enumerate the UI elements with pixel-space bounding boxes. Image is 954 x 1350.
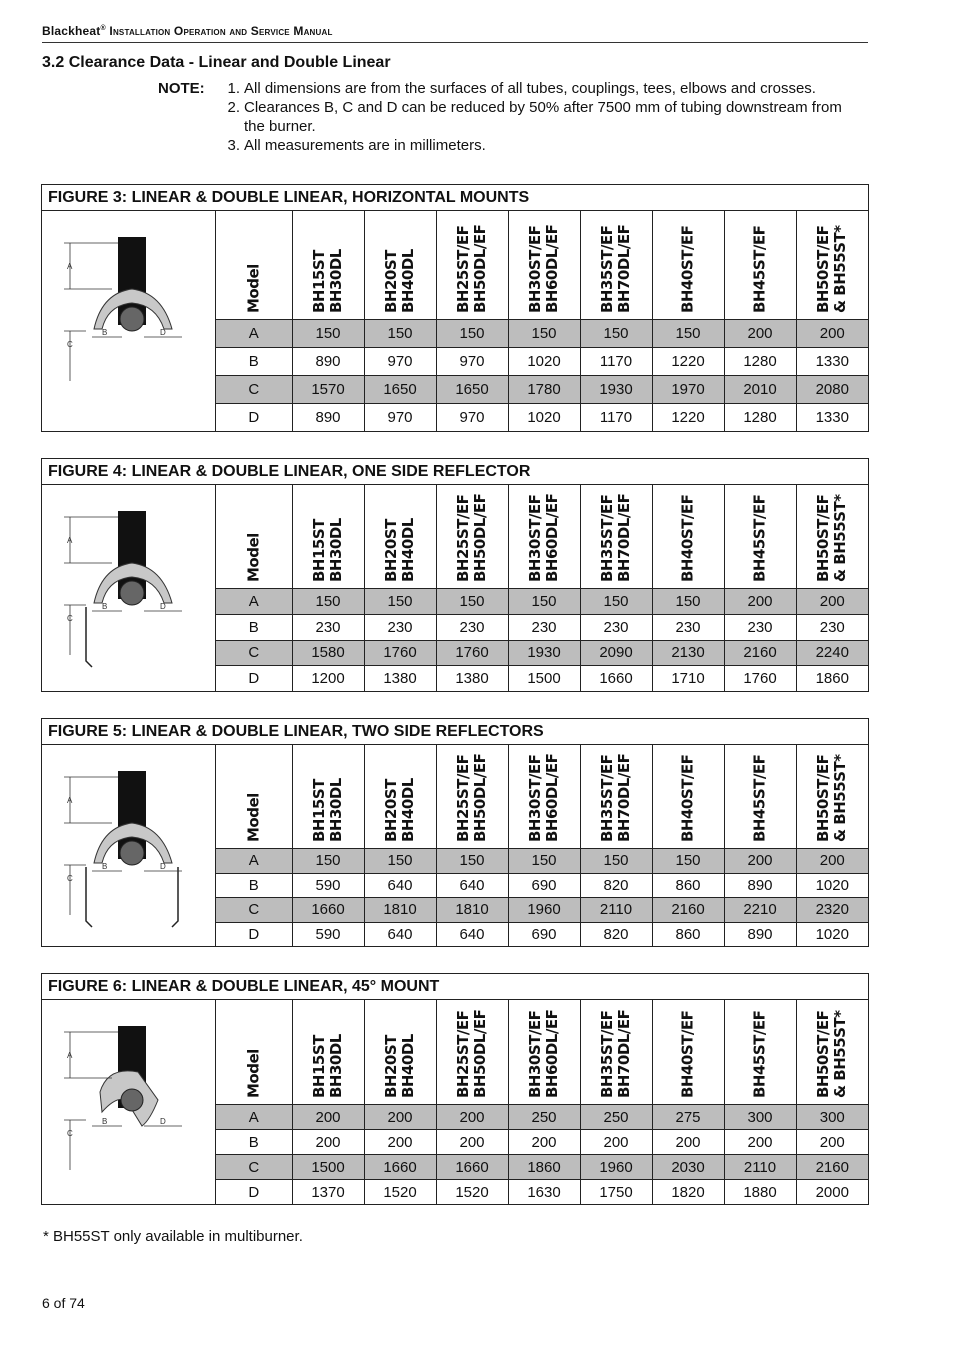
clearance-value: 2000: [796, 1180, 868, 1204]
figure-6: [41, 973, 869, 1205]
clearance-table: [216, 485, 868, 691]
dimension-label-a: A: [67, 796, 73, 805]
dimension-label-d: D: [160, 862, 166, 871]
table-row: [216, 873, 868, 898]
note-number: 2.: [227, 99, 240, 116]
table-row: [216, 1180, 868, 1204]
column-header-label: BH45ST/EF: [750, 494, 769, 582]
clearance-value: 2160: [796, 1155, 868, 1180]
clearance-value: 1760: [364, 640, 436, 666]
table-row: [216, 849, 868, 874]
clearance-value: 150: [292, 320, 364, 348]
column-header: [652, 485, 724, 589]
header-brand: Blackheat: [42, 24, 101, 38]
column-header: [216, 211, 292, 320]
clearance-value: 1930: [580, 376, 652, 404]
clearance-value: 1380: [436, 666, 508, 691]
clearance-value: 150: [652, 849, 724, 874]
note-number: 1.: [227, 80, 240, 97]
column-header: [364, 745, 436, 849]
clearance-value: 230: [580, 614, 652, 640]
clearance-value: 1370: [292, 1180, 364, 1204]
clearance-value: 1200: [292, 666, 364, 691]
column-header-label: BH15ST BH30DL: [310, 249, 345, 313]
clearance-value: 690: [508, 873, 580, 898]
dimension-label-a: A: [67, 536, 73, 545]
note-text: All dimensions are from the surfaces of all tubes, couplings, tees, elbows and crosses.: [244, 80, 816, 97]
header-row: [216, 1000, 868, 1105]
clearance-value: 1860: [796, 666, 868, 691]
clearance-value: 1820: [652, 1180, 724, 1204]
column-header-label: BH50ST/EF & BH55ST*: [814, 225, 850, 313]
column-header: [724, 211, 796, 320]
clearance-value: 1020: [508, 404, 580, 431]
clearance-value: 2160: [652, 898, 724, 923]
clearance-diagram: [42, 745, 215, 946]
clearance-value: 1020: [796, 873, 868, 898]
table-row: [216, 348, 868, 376]
dimension-label-b: B: [102, 1117, 108, 1126]
dimension-label-c: C: [67, 340, 73, 349]
row-label: A: [216, 849, 292, 874]
header-title: Installation Operation and Service Manual: [109, 24, 333, 38]
clearance-value: 150: [364, 589, 436, 615]
clearance-value: 820: [580, 873, 652, 898]
column-header: [292, 211, 364, 320]
side-reflector: [172, 867, 178, 927]
clearance-value: 150: [292, 589, 364, 615]
row-label: C: [216, 640, 292, 666]
clearance-table: [216, 211, 868, 431]
row-label: A: [216, 320, 292, 348]
clearance-value: 1810: [364, 898, 436, 923]
figure-5: [41, 718, 869, 947]
column-header: [292, 1000, 364, 1105]
column-header-label: BH25ST/EF BH50DL/EF: [454, 493, 489, 582]
clearance-value: 150: [364, 849, 436, 874]
clearance-value: 590: [292, 873, 364, 898]
row-label: C: [216, 898, 292, 923]
clearance-value: 1660: [292, 898, 364, 923]
note-text: Clearances B, C and D can be reduced by 50% after 7500 mm of tubing downstream from the burner.: [244, 99, 842, 135]
clearance-value: 1960: [580, 1155, 652, 1180]
clearance-value: 200: [796, 849, 868, 874]
clearance-value: 230: [436, 614, 508, 640]
section-title: 3.2 Clearance Data - Linear and Double Linear: [42, 54, 391, 71]
column-header-label: BH20ST BH40DL: [382, 249, 417, 313]
clearance-value: 200: [796, 320, 868, 348]
diagram-panel: [42, 211, 216, 431]
clearance-value: 1810: [436, 898, 508, 923]
column-header-label: BH40ST/EF: [678, 225, 697, 313]
column-header: [580, 745, 652, 849]
dimension-label-a: A: [67, 1051, 73, 1060]
clearance-value: 1650: [364, 376, 436, 404]
clearance-value: 1020: [508, 348, 580, 376]
clearance-value: 1500: [292, 1155, 364, 1180]
clearance-value: 2010: [724, 376, 796, 404]
clearance-value: 1020: [796, 922, 868, 946]
clearance-value: 300: [724, 1105, 796, 1130]
clearance-value: 150: [436, 849, 508, 874]
clearance-value: 820: [580, 922, 652, 946]
clearance-value: 970: [364, 404, 436, 431]
table-row: [216, 640, 868, 666]
clearance-value: 200: [508, 1130, 580, 1155]
clearance-diagram: [42, 485, 215, 691]
clearance-value: 200: [724, 849, 796, 874]
column-header: [216, 1000, 292, 1105]
column-header-label: BH20ST BH40DL: [382, 518, 417, 582]
clearance-value: 890: [292, 348, 364, 376]
column-header: [652, 211, 724, 320]
clearance-value: 2110: [724, 1155, 796, 1180]
column-header-label: BH30ST/EF BH60DL/EF: [526, 224, 561, 313]
clearance-value: 1280: [724, 348, 796, 376]
column-header-label: BH45ST/EF: [750, 754, 769, 842]
clearance-value: 2090: [580, 640, 652, 666]
column-header-label: BH35ST/EF BH70DL/EF: [598, 1009, 633, 1098]
column-header: [292, 745, 364, 849]
table-row: [216, 1155, 868, 1180]
header-row: [216, 211, 868, 320]
row-label: B: [216, 1130, 292, 1155]
page-number: 6 of 74: [42, 1295, 85, 1311]
clearance-value: 1330: [796, 404, 868, 431]
column-header: [292, 485, 364, 589]
column-header-label: BH50ST/EF & BH55ST*: [814, 754, 850, 842]
heater-tube: [121, 1089, 143, 1111]
clearance-value: 230: [292, 614, 364, 640]
row-label: D: [216, 1180, 292, 1204]
heater-tube: [120, 841, 144, 865]
clearance-table: [216, 1000, 868, 1204]
clearance-value: 1280: [724, 404, 796, 431]
diagram-panel: [42, 745, 216, 946]
row-label: D: [216, 922, 292, 946]
clearance-value: 640: [364, 922, 436, 946]
row-label: D: [216, 404, 292, 431]
table-row: [216, 404, 868, 431]
clearance-value: 1660: [580, 666, 652, 691]
clearance-value: 2160: [724, 640, 796, 666]
row-label: D: [216, 666, 292, 691]
column-header: [796, 211, 868, 320]
column-header-label: BH35ST/EF BH70DL/EF: [598, 224, 633, 313]
column-header: [580, 485, 652, 589]
clearance-value: 150: [508, 320, 580, 348]
column-header: [508, 211, 580, 320]
row-label: B: [216, 873, 292, 898]
heater-tube: [120, 581, 144, 605]
clearance-value: 300: [796, 1105, 868, 1130]
clearance-value: 1570: [292, 376, 364, 404]
column-header-label: BH15ST BH30DL: [310, 778, 345, 842]
clearance-diagram: [42, 211, 215, 431]
dimension-label-b: B: [102, 328, 108, 337]
column-header: [436, 211, 508, 320]
column-header: [364, 485, 436, 589]
column-header: [796, 745, 868, 849]
column-header-label: Model: [244, 264, 263, 313]
column-header: [724, 745, 796, 849]
column-header-label: BH45ST/EF: [750, 225, 769, 313]
row-label: C: [216, 376, 292, 404]
column-header: [724, 485, 796, 589]
column-header: [580, 211, 652, 320]
clearance-value: 150: [508, 589, 580, 615]
clearance-value: 640: [364, 873, 436, 898]
column-header-label: BH25ST/EF BH50DL/EF: [454, 224, 489, 313]
figure-title: FIGURE 3: LINEAR & DOUBLE LINEAR, HORIZONTAL MOUNTS: [42, 185, 868, 211]
column-header-label: BH25ST/EF BH50DL/EF: [454, 753, 489, 842]
clearance-value: 200: [292, 1105, 364, 1130]
column-header-label: BH50ST/EF & BH55ST*: [814, 494, 850, 582]
clearance-value: 640: [436, 873, 508, 898]
clearance-value: 150: [292, 849, 364, 874]
clearance-value: 230: [652, 614, 724, 640]
clearance-value: 1330: [796, 348, 868, 376]
clearance-value: 1710: [652, 666, 724, 691]
clearance-value: 200: [436, 1130, 508, 1155]
clearance-value: 150: [436, 589, 508, 615]
column-header-label: BH40ST/EF: [678, 494, 697, 582]
column-header: [796, 485, 868, 589]
clearance-value: 1930: [508, 640, 580, 666]
clearance-value: 1170: [580, 348, 652, 376]
clearance-value: 230: [364, 614, 436, 640]
figure-title: FIGURE 6: LINEAR & DOUBLE LINEAR, 45° MOUNT: [42, 974, 868, 1000]
column-header-label: BH30ST/EF BH60DL/EF: [526, 493, 561, 582]
clearance-value: 150: [580, 320, 652, 348]
header-row: [216, 745, 868, 849]
footnote: * BH55ST only available in multiburner.: [43, 1228, 303, 1245]
clearance-value: 275: [652, 1105, 724, 1130]
clearance-value: 970: [436, 404, 508, 431]
clearance-value: 150: [436, 320, 508, 348]
column-header: [216, 745, 292, 849]
column-header-label: BH40ST/EF: [678, 1010, 697, 1098]
table-row: [216, 376, 868, 404]
clearance-value: 1880: [724, 1180, 796, 1204]
clearance-value: 200: [436, 1105, 508, 1130]
column-header: [436, 1000, 508, 1105]
clearance-value: 2080: [796, 376, 868, 404]
clearance-value: 200: [580, 1130, 652, 1155]
clearance-value: 2210: [724, 898, 796, 923]
column-header-label: BH45ST/EF: [750, 1010, 769, 1098]
column-header-label: BH40ST/EF: [678, 754, 697, 842]
diagram-panel: [42, 1000, 216, 1204]
column-header: [652, 1000, 724, 1105]
figure-3: [41, 184, 869, 432]
clearance-value: 200: [796, 589, 868, 615]
diagram-panel: [42, 485, 216, 691]
column-header-label: BH25ST/EF BH50DL/EF: [454, 1009, 489, 1098]
clearance-value: 2240: [796, 640, 868, 666]
clearance-value: 150: [364, 320, 436, 348]
clearance-value: 890: [292, 404, 364, 431]
clearance-value: 890: [724, 873, 796, 898]
clearance-value: 860: [652, 873, 724, 898]
figure-title: FIGURE 5: LINEAR & DOUBLE LINEAR, TWO SIDE REFLECTORS: [42, 719, 868, 745]
column-header: [508, 1000, 580, 1105]
column-header: [508, 485, 580, 589]
row-label: C: [216, 1155, 292, 1180]
clearance-value: 1780: [508, 376, 580, 404]
row-label: A: [216, 1105, 292, 1130]
clearance-value: 690: [508, 922, 580, 946]
column-header-label: Model: [244, 1049, 263, 1098]
column-header-label: BH30ST/EF BH60DL/EF: [526, 1009, 561, 1098]
clearance-value: 1630: [508, 1180, 580, 1204]
running-header: [42, 24, 868, 43]
clearance-value: 1380: [364, 666, 436, 691]
note-text: All measurements are in millimeters.: [244, 137, 486, 154]
clearance-value: 150: [652, 589, 724, 615]
heater-tube: [120, 307, 144, 331]
clearance-value: 1520: [436, 1180, 508, 1204]
clearance-value: 590: [292, 922, 364, 946]
clearance-value: 2030: [652, 1155, 724, 1180]
header-row: [216, 485, 868, 589]
clearance-value: 1760: [724, 666, 796, 691]
table-row: [216, 1130, 868, 1155]
clearance-value: 200: [292, 1130, 364, 1155]
column-header: [436, 745, 508, 849]
table-row: [216, 320, 868, 348]
column-header: [216, 485, 292, 589]
column-header: [796, 1000, 868, 1105]
dimension-label-b: B: [102, 602, 108, 611]
row-label: A: [216, 589, 292, 615]
clearance-value: 150: [580, 849, 652, 874]
clearance-table: [216, 745, 868, 946]
dimension-label-c: C: [67, 614, 73, 623]
clearance-value: 200: [364, 1105, 436, 1130]
column-header-label: BH20ST BH40DL: [382, 778, 417, 842]
clearance-diagram: [42, 1000, 215, 1204]
column-header: [364, 211, 436, 320]
column-header-label: BH30ST/EF BH60DL/EF: [526, 753, 561, 842]
clearance-value: 1520: [364, 1180, 436, 1204]
figure-4: [41, 458, 869, 692]
clearance-value: 1970: [652, 376, 724, 404]
row-label: B: [216, 614, 292, 640]
table-row: [216, 589, 868, 615]
table-row: [216, 614, 868, 640]
note-label: NOTE:: [158, 80, 205, 97]
clearance-value: 970: [436, 348, 508, 376]
registered-mark: ®: [100, 25, 106, 32]
dimension-label-d: D: [160, 602, 166, 611]
side-reflector: [86, 607, 92, 667]
clearance-value: 200: [796, 1130, 868, 1155]
dimension-label-d: D: [160, 1117, 166, 1126]
clearance-value: 200: [724, 320, 796, 348]
column-header: [724, 1000, 796, 1105]
column-header-label: BH15ST BH30DL: [310, 1034, 345, 1098]
column-header-label: BH15ST BH30DL: [310, 518, 345, 582]
clearance-value: 890: [724, 922, 796, 946]
clearance-value: 200: [364, 1130, 436, 1155]
table-row: [216, 898, 868, 923]
table-row: [216, 922, 868, 946]
clearance-value: 1220: [652, 404, 724, 431]
dimension-label-b: B: [102, 862, 108, 871]
column-header-label: BH35ST/EF BH70DL/EF: [598, 493, 633, 582]
column-header: [436, 485, 508, 589]
clearance-value: 1170: [580, 404, 652, 431]
clearance-value: 640: [436, 922, 508, 946]
clearance-value: 1750: [580, 1180, 652, 1204]
clearance-value: 1660: [436, 1155, 508, 1180]
clearance-value: 230: [508, 614, 580, 640]
clearance-value: 2320: [796, 898, 868, 923]
column-header-label: BH20ST BH40DL: [382, 1034, 417, 1098]
clearance-value: 1650: [436, 376, 508, 404]
row-label: B: [216, 348, 292, 376]
clearance-value: 250: [508, 1105, 580, 1130]
clearance-value: 1660: [364, 1155, 436, 1180]
clearance-value: 1220: [652, 348, 724, 376]
column-header: [652, 745, 724, 849]
clearance-value: 250: [580, 1105, 652, 1130]
dimension-label-d: D: [160, 328, 166, 337]
dimension-label-c: C: [67, 874, 73, 883]
column-header: [508, 745, 580, 849]
clearance-value: 1760: [436, 640, 508, 666]
clearance-value: 200: [724, 589, 796, 615]
column-header-label: BH50ST/EF & BH55ST*: [814, 1010, 850, 1098]
column-header-label: BH35ST/EF BH70DL/EF: [598, 753, 633, 842]
column-header: [580, 1000, 652, 1105]
clearance-value: 1500: [508, 666, 580, 691]
table-row: [216, 666, 868, 691]
clearance-value: 970: [364, 348, 436, 376]
clearance-value: 150: [508, 849, 580, 874]
column-header-label: Model: [244, 533, 263, 582]
table-row: [216, 1105, 868, 1130]
figure-title: FIGURE 4: LINEAR & DOUBLE LINEAR, ONE SIDE REFLECTOR: [42, 459, 868, 485]
clearance-value: 2110: [580, 898, 652, 923]
dimension-label-c: C: [67, 1129, 73, 1138]
clearance-value: 200: [724, 1130, 796, 1155]
clearance-value: 200: [652, 1130, 724, 1155]
clearance-value: 150: [580, 589, 652, 615]
clearance-value: 230: [796, 614, 868, 640]
clearance-value: 150: [652, 320, 724, 348]
clearance-value: 1960: [508, 898, 580, 923]
dimension-label-a: A: [67, 262, 73, 271]
note-number: 3.: [227, 137, 240, 154]
clearance-value: 860: [652, 922, 724, 946]
column-header: [364, 1000, 436, 1105]
clearance-value: 1580: [292, 640, 364, 666]
column-header-label: Model: [244, 793, 263, 842]
clearance-value: 1860: [508, 1155, 580, 1180]
clearance-value: 230: [724, 614, 796, 640]
side-reflector: [86, 867, 92, 927]
clearance-value: 2130: [652, 640, 724, 666]
